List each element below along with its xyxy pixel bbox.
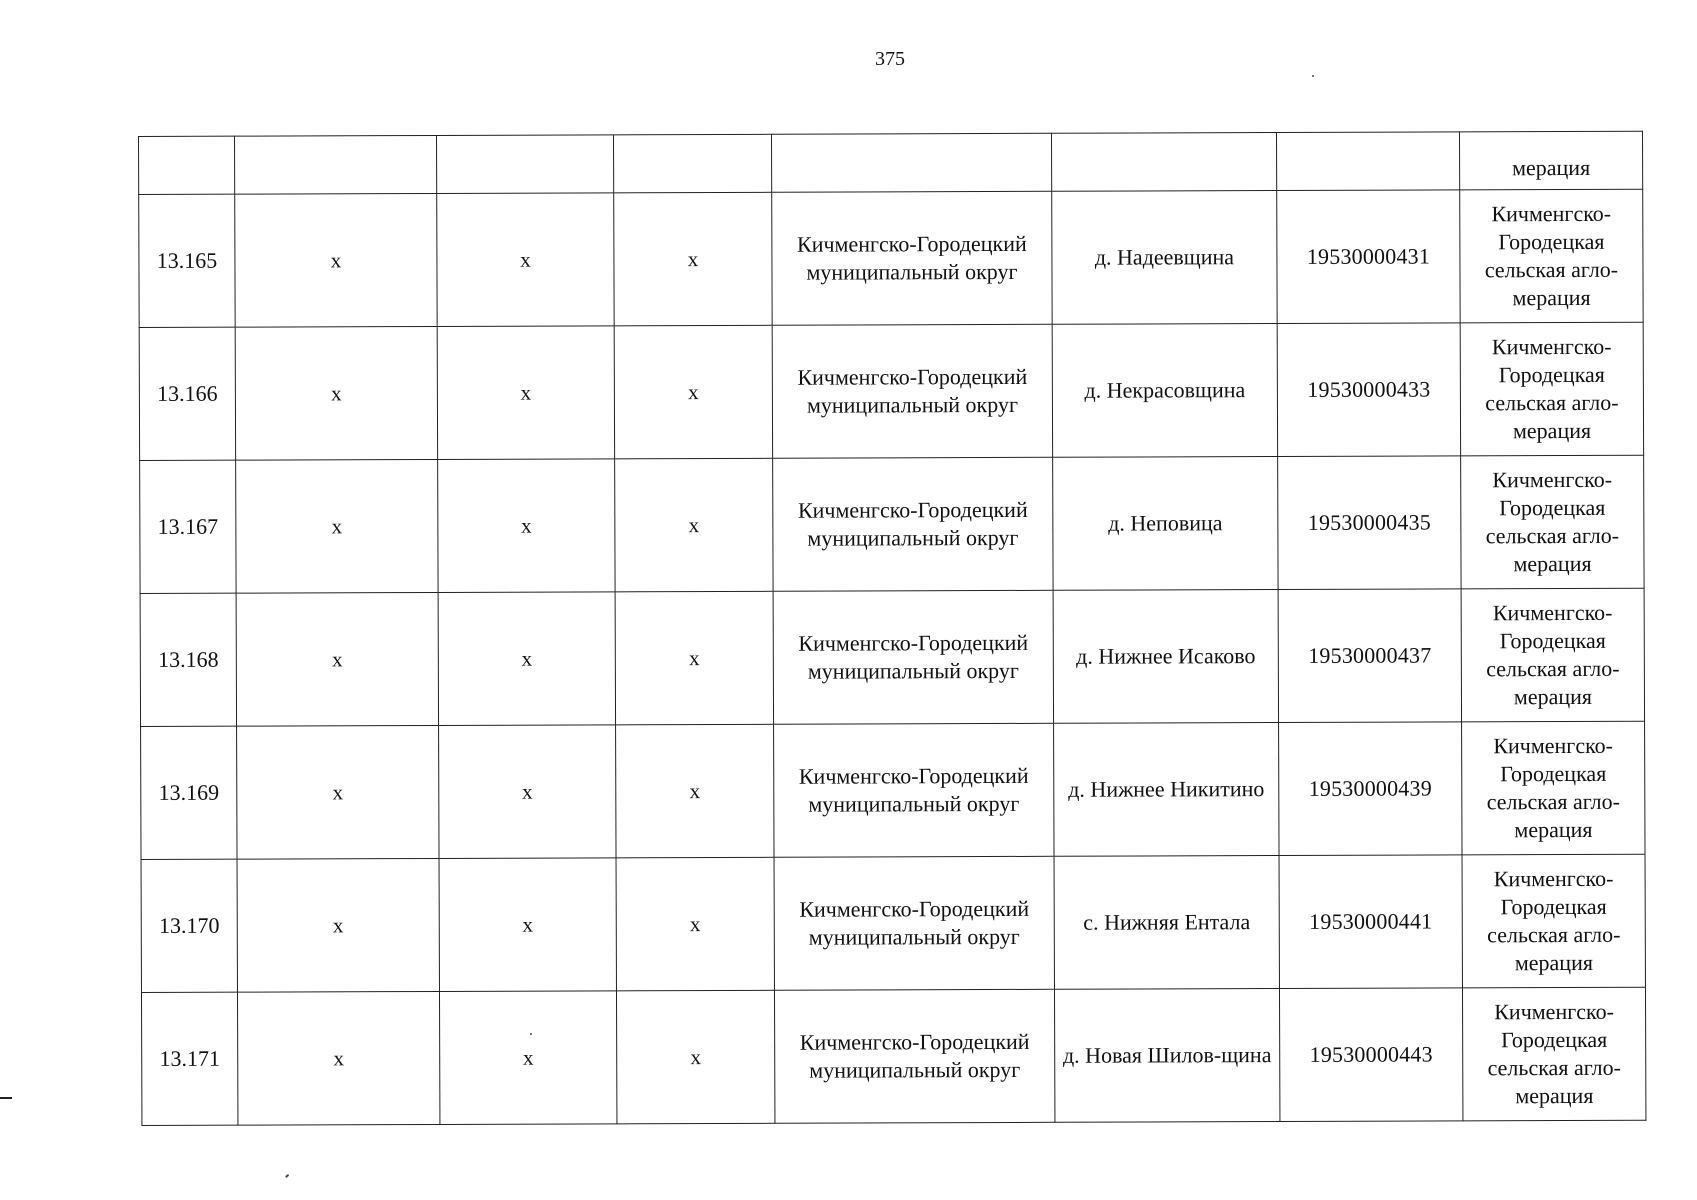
- mark-cell: x: [235, 193, 437, 327]
- scan-speck: [1312, 75, 1314, 77]
- continuation-cell: [436, 135, 613, 194]
- row-number-cell: 13.165: [139, 194, 235, 327]
- mark-cell: x: [616, 990, 774, 1124]
- mark-cell: x: [439, 725, 616, 859]
- oktmo-code-cell: 19530000433: [1277, 323, 1460, 457]
- scan-speck: [285, 1174, 289, 1178]
- agglomeration-cell: Кичменгско-Городецкая сельская агло-мерация: [1462, 987, 1645, 1121]
- mark-cell: x: [235, 326, 437, 460]
- continuation-cell: [1051, 133, 1276, 192]
- district-cell: Кичменгско-Городецкий муниципальный округ: [774, 723, 1054, 857]
- agglomeration-cell: Кичменгско-Городецкая сельская агло-мерация: [1462, 721, 1645, 855]
- row-number-cell: 13.166: [139, 327, 235, 460]
- agglomeration-cell: Кичменгско-Городецкая сельская агло-мерация: [1460, 189, 1643, 323]
- continuation-row: [139, 131, 1643, 194]
- table-row: [141, 987, 1645, 1125]
- oktmo-code-cell: 19530000435: [1278, 456, 1461, 590]
- continuation-cell: [139, 136, 235, 194]
- table-row: [139, 189, 1643, 327]
- mark-cell: x: [237, 991, 439, 1125]
- settlements-table: [138, 131, 1646, 1126]
- mark-cell: x: [615, 591, 773, 725]
- district-cell: Кичменгско-Городецкий муниципальный округ: [772, 191, 1052, 325]
- settlement-cell: с. Нижняя Ентала: [1054, 856, 1279, 990]
- oktmo-code-cell: 19530000431: [1277, 190, 1460, 324]
- mark-cell: x: [614, 192, 772, 326]
- mark-cell: x: [614, 325, 772, 459]
- mark-cell: x: [438, 592, 615, 726]
- settlement-cell: д. Надеевщина: [1052, 191, 1277, 325]
- district-cell: Кичменгско-Городецкий муниципальный округ: [773, 590, 1053, 724]
- agglomeration-cell: Кичменгско-Городецкая сельская агло-мерация: [1460, 322, 1643, 456]
- mark-cell: x: [439, 858, 616, 992]
- oktmo-code-cell: 19530000439: [1279, 722, 1462, 856]
- page-number: 375: [875, 48, 905, 70]
- district-cell: Кичменгско-Городецкий муниципальный округ: [774, 989, 1054, 1123]
- mark-cell: x: [237, 858, 439, 992]
- agglomeration-cell: Кичменгско-Городецкая сельская агло-мерация: [1462, 854, 1645, 988]
- mark-cell: x: [237, 725, 439, 859]
- table-body: [139, 131, 1646, 1125]
- margin-mark: [0, 1097, 12, 1099]
- mark-cell: x: [616, 857, 774, 991]
- continuation-cell: [235, 135, 437, 194]
- mark-cell: x: [236, 459, 438, 593]
- continuation-cell: [613, 134, 771, 193]
- mark-cell: x: [437, 193, 614, 327]
- row-number-cell: 13.171: [141, 992, 237, 1125]
- oktmo-code-cell: 19530000441: [1279, 855, 1462, 989]
- district-cell: Кичменгско-Городецкий муниципальный округ: [774, 856, 1054, 990]
- mark-cell: x: [236, 592, 438, 726]
- district-cell: Кичменгско-Городецкий муниципальный округ: [773, 457, 1053, 591]
- mark-cell: x: [439, 991, 616, 1125]
- table-row: [141, 721, 1645, 859]
- continuation-cell: [1276, 132, 1459, 191]
- row-number-cell: 13.169: [141, 726, 237, 859]
- row-number-cell: 13.168: [140, 593, 236, 726]
- settlement-cell: д. Неповица: [1053, 457, 1278, 591]
- continuation-cell: [771, 133, 1051, 192]
- oktmo-code-cell: 19530000443: [1279, 988, 1462, 1122]
- settlement-cell: д. Новая Шилов-щина: [1054, 989, 1279, 1123]
- mark-cell: x: [437, 326, 614, 460]
- agglomeration-cell: Кичменгско-Городецкая сельская агло-мерация: [1461, 588, 1644, 722]
- district-cell: Кичменгско-Городецкий муниципальный округ: [772, 324, 1052, 458]
- row-number-cell: 13.167: [140, 460, 236, 593]
- oktmo-code-cell: 19530000437: [1278, 589, 1461, 723]
- row-number-cell: 13.170: [141, 859, 237, 992]
- table-row: [141, 854, 1645, 992]
- settlement-cell: д. Некрасовщина: [1052, 324, 1277, 458]
- table-row: [140, 455, 1644, 593]
- table-row: [139, 322, 1643, 460]
- settlement-cell: д. Нижнее Исаково: [1053, 590, 1278, 724]
- mark-cell: x: [615, 458, 773, 592]
- mark-cell: x: [438, 459, 615, 593]
- mark-cell: x: [616, 724, 774, 858]
- settlement-cell: д. Нижнее Никитино: [1054, 723, 1279, 857]
- table-row: [140, 588, 1644, 726]
- continuation-cell-agglomeration: мерация: [1459, 131, 1642, 190]
- agglomeration-cell: Кичменгско-Городецкая сельская агло-мерация: [1461, 455, 1644, 589]
